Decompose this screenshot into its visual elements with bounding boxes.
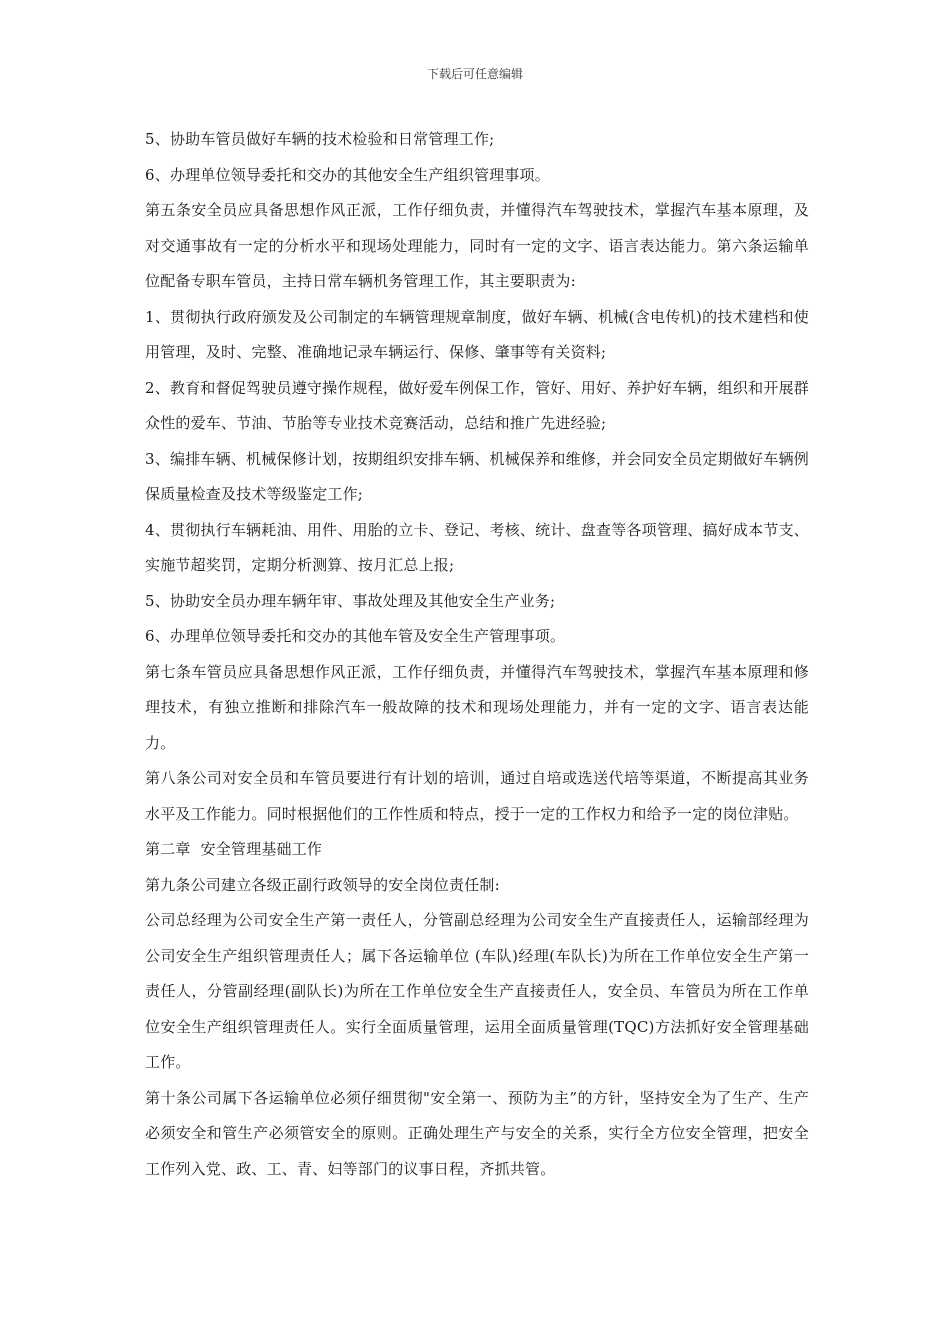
paragraph: 5、协助车管员做好车辆的技术检验和日常管理工作;: [145, 130, 495, 148]
chapter-heading: 第二章 安全管理基础工作: [145, 840, 323, 858]
paragraph: 第七条车管员应具备思想作风正派，工作仔细负责，并懂得汽车驾驶技术，掌握汽车基本原理和修理技术，有独立推断和排除汽车一般故障的技术和现场处理能力，并有一定的文字、语言表达能力。: [145, 662, 809, 752]
paragraph: 1、贯彻执行政府颁发及公司制定的车辆管理规章制度，做好车辆、机械(含电传机)的技术建档和使用管理，及时、完整、准确地记录车辆运行、保修、肇事等有关资料;: [145, 307, 809, 361]
paragraph: 6、办理单位领导委托和交办的其他车管及安全生产管理事项。: [145, 627, 566, 645]
document-body: [145, 122, 809, 1187]
paragraph: 5、协助安全员办理车辆年审、事故处理及其他安全生产业务;: [145, 591, 556, 610]
paragraph: 6、办理单位领导委托和交办的其他安全生产组织管理事项。: [145, 165, 550, 184]
paragraph: 第八条公司对安全员和车管员要进行有计划的培训，通过自培或选送代培等渠道，不断提高其业务水平及工作能力。同时根据他们的工作性质和特点，授于一定的工作权力和给予一定的岗位津贴。: [145, 769, 809, 823]
paragraph: 第五条安全员应具备思想作风正派，工作仔细负责，并懂得汽车驾驶技术，掌握汽车基本原理，及对交通事故有一定的分析水平和现场处理能力，同时有一定的文字、语言表达能力。第六条运输单位配备专职车管员，主持日常车辆机务管理工作，其主要职责为:: [145, 201, 809, 290]
paragraph: 第十条公司属下各运输单位必须仔细贯彻"安全第一、预防为主”的方针，坚持安全为了生产、生产必须安全和管生产必须管安全的原则。正确处理生产与安全的关系，实行全方位安全管理，把安全工作列入党、政、工、青、妇等部门的议事日程，齐抓共管。: [145, 1088, 809, 1178]
paragraph: 4、贯彻执行车辆耗油、用件、用胎的立卡、登记、考核、统计、盘查等各项管理、搞好成本节支、实施节超奖罚，定期分析测算、按月汇总上报;: [145, 520, 809, 574]
paragraph: 3、编排车辆、机械保修计划，按期组织安排车辆、机械保养和维修，并会同安全员定期做好车辆例保质量检查及技术等级鉴定工作;: [145, 449, 809, 503]
paragraph: 第九条公司建立各级正副行政领导的安全岗位责任制:: [145, 875, 500, 894]
page-header: 下载后可任意编辑: [426, 67, 523, 81]
paragraph: 2、教育和督促驾驶员遵守操作规程，做好爱车例保工作，管好、用好、养护好车辆，组织和开展群众性的爱车、节油、节胎等专业技术竞赛活动，总结和推广先进经验;: [145, 378, 809, 432]
paragraph: 公司总经理为公司安全生产第一责任人，分管副总经理为公司安全生产直接责任人，运输部经理为公司安全生产组织管理责任人；属下各运输单位 (车队)经理(车队长)为所在工作单位安全生产第一责任人，分管副经理(副队长)为所在工作单位安全生产直接责任人，安全员、车管员为所在工作单位安全生产组织管理责任人。实行全面质量管理，运用全面质量管理(TQC)方法抓好安全管理基础工作。: [145, 911, 809, 1071]
